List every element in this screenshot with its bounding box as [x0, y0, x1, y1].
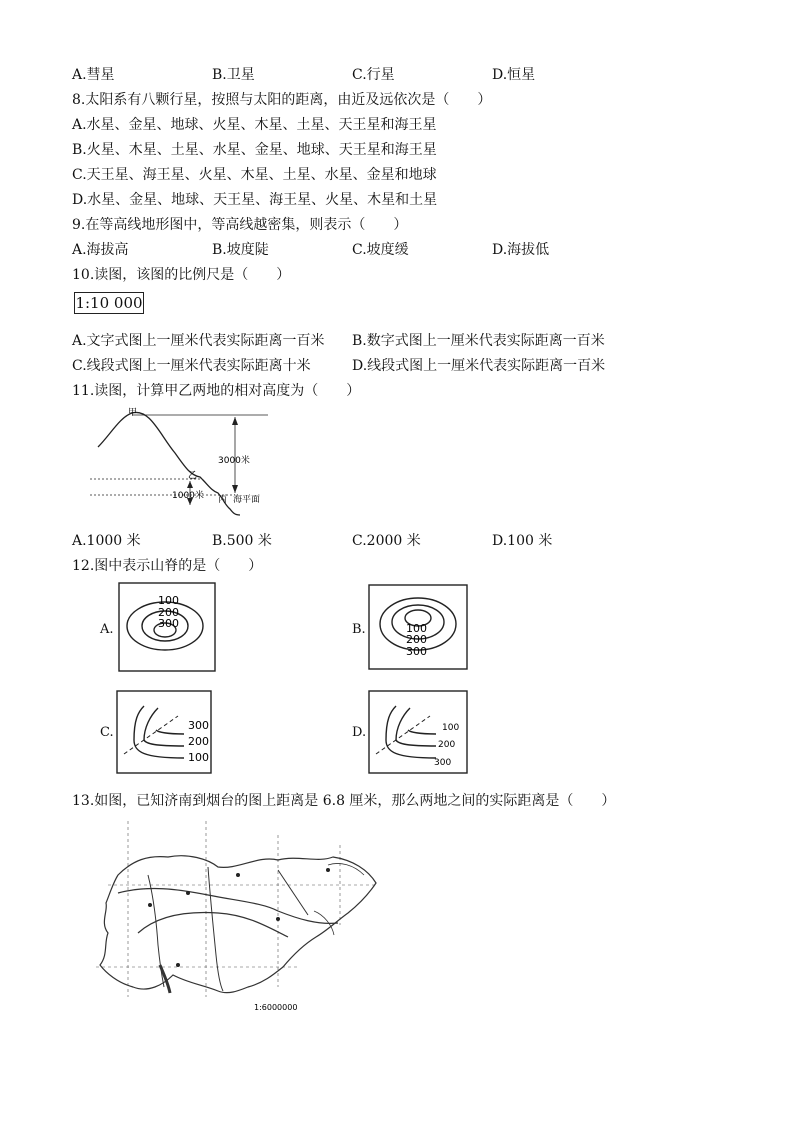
q9-option-a: A.海拔高 [72, 242, 129, 258]
q11-option-b: B.500 米 [212, 533, 272, 549]
q11-label-jia: 甲 [128, 408, 138, 418]
q13-stem: 13.如图，已知济南到烟台的图上距离是 6.8 厘米，那么两地之间的实际距离是（ ） [72, 793, 616, 809]
q9-option-d: D.海拔低 [492, 242, 550, 258]
q12-a-value-300: 300 [158, 617, 179, 630]
q10-scale-box: 1:10 000 [75, 294, 143, 312]
q12-figure-a [118, 582, 216, 672]
q7-option-d: D.恒星 [492, 67, 536, 83]
q11-option-d: D.100 米 [492, 533, 553, 549]
q12-b-value-300: 300 [406, 645, 427, 658]
q12-a-value-100: 100 [158, 594, 179, 607]
q7-option-c: C.行星 [352, 67, 395, 83]
q12-c-value-300: 300 [188, 719, 209, 732]
q13-map-scale: 1:6000000 [254, 1003, 298, 1012]
q10-option-a: A.文字式图上一厘米代表实际距离一百米 [72, 333, 325, 349]
q12-d-value-100: 100 [442, 723, 460, 733]
q12-stem: 12.图中表示山脊的是（ ） [72, 558, 263, 574]
q10-option-c: C.线段式图上一厘米代表实际距离十米 [72, 358, 311, 374]
q12-figure-b [368, 584, 468, 670]
q8-option-c: C.天王星、海王星、火星、木星、土星、水星、金星和地球 [72, 167, 437, 183]
q12-figure-c [116, 690, 212, 774]
q11-label-sea: 海平面 [233, 495, 261, 505]
q9-option-c: C.坡度缓 [352, 242, 409, 258]
q9-stem: 9.在等高线地形图中，等高线越密集，则表示（ ） [72, 217, 408, 233]
q8-option-a: A.水星、金星、地球、火星、木星、土星、天王星和海王星 [72, 117, 437, 133]
q9-option-b: B.坡度陡 [212, 242, 269, 258]
q10-stem: 10.读图，该图的比例尺是（ ） [72, 267, 291, 283]
q12-d-value-200: 200 [438, 740, 456, 750]
q8-option-d: D.水星、金星、地球、天王星、海王星、火星、木星和土星 [72, 192, 438, 208]
q13-shandong-map [78, 815, 388, 1015]
q8-stem: 8.太阳系有八颗行星，按照与太阳的距离，由近及远依次是（ ） [72, 92, 492, 108]
q12-label-b: B. [352, 622, 366, 637]
q7-option-b: B.卫星 [212, 67, 255, 83]
q12-b-value-200: 200 [406, 633, 427, 646]
q12-figure-d [368, 690, 468, 774]
q11-label-3000: 3000米 [218, 456, 250, 466]
q10-option-d: D.线段式图上一厘米代表实际距离一百米 [352, 358, 606, 374]
q11-label-yi: 乙 [188, 471, 198, 481]
q10-option-b: B.数字式图上一厘米代表实际距离一百米 [352, 333, 605, 349]
q12-label-a: A. [100, 622, 114, 637]
q12-d-value-300: 300 [434, 758, 452, 768]
q12-b-value-100: 100 [406, 622, 427, 635]
q12-a-value-200: 200 [158, 606, 179, 619]
q8-option-b: B.火星、木星、土星、水星、金星、地球、天王星和海王星 [72, 142, 437, 158]
q11-label-bing: 丙 [218, 495, 228, 505]
q12-label-c: C. [100, 725, 114, 740]
q12-c-value-200: 200 [188, 735, 209, 748]
q11-option-a: A.1000 米 [72, 533, 141, 549]
q11-option-c: C.2000 米 [352, 533, 421, 549]
q7-option-a: A.彗星 [72, 67, 115, 83]
q12-label-d: D. [352, 725, 367, 740]
q12-c-value-100: 100 [188, 751, 209, 764]
q11-stem: 11.读图，计算甲乙两地的相对高度为（ ） [72, 383, 361, 399]
q11-label-1000: 1000米 [172, 491, 204, 501]
q11-profile-figure [90, 405, 290, 520]
